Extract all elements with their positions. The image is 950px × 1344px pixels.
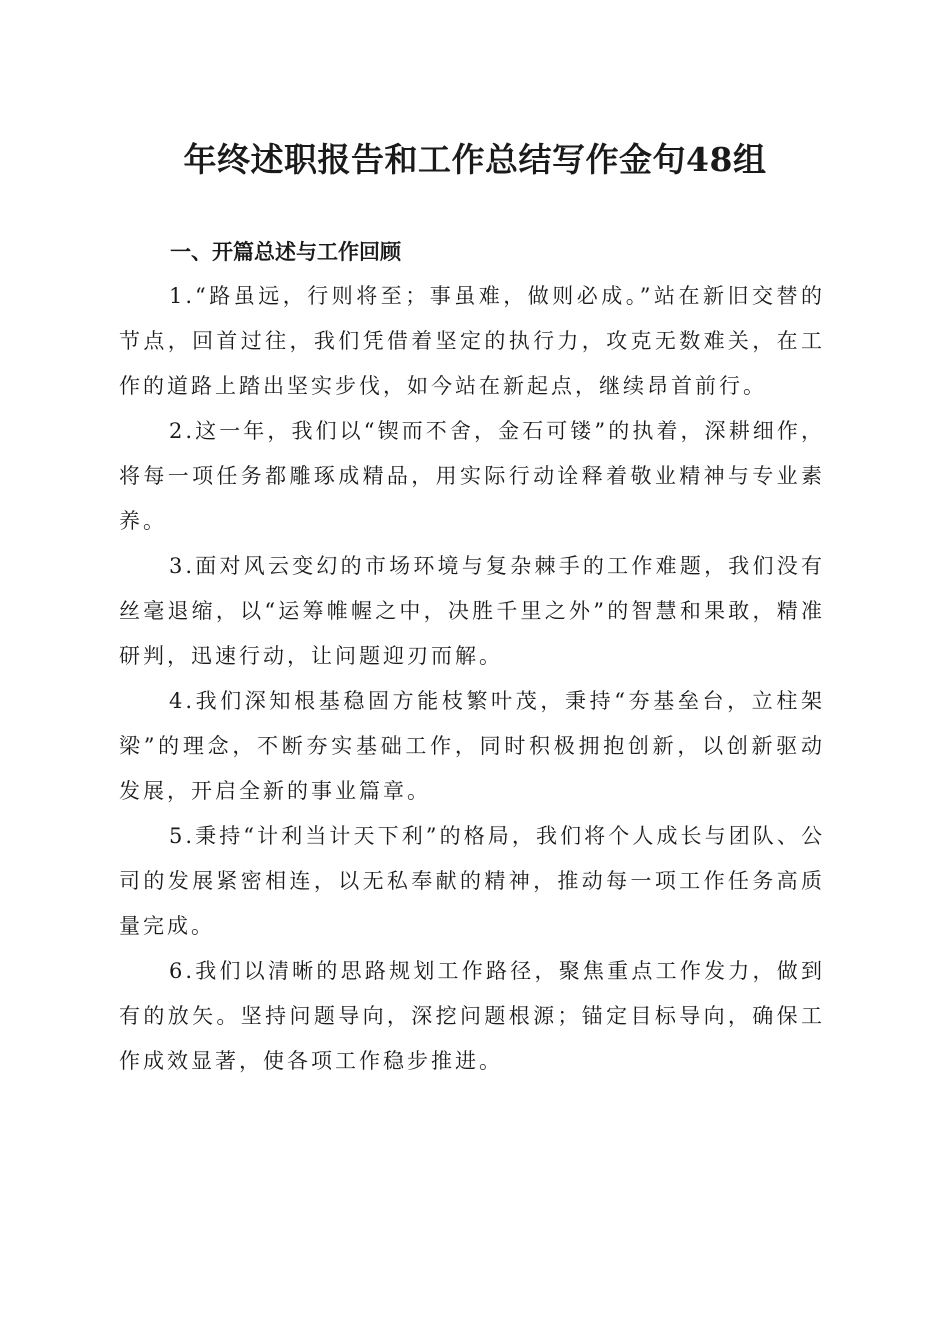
paragraph-1: 1.“路虽远，行则将至；事虽难，做则必成。”站在新旧交替的节点，回首过往，我们凭借着坚定的执行力，攻克无数难关，在工作的道路上踏出坚实步伐，如今站在新起点，继续昂首前行。 (119, 284, 825, 398)
paragraph-6: 6.我们以清晰的思路规划工作路径，聚焦重点工作发力，做到有的放矢。坚持问题导向，深挖问题根源；锚定目标导向，确保工作成效显著，使各项工作稳步推进。 (119, 959, 825, 1073)
paragraph-4: 4.我们深知根基稳固方能枝繁叶茂，秉持“夯基垒台，立柱架梁”的理念，不断夯实基础工作，同时积极拥抱创新，以创新驱动发展，开启全新的事业篇章。 (119, 689, 825, 803)
document-body (119, 274, 825, 1084)
paragraph-5: 5.秉持“计利当计天下利”的格局，我们将个人成长与团队、公司的发展紧密相连，以无私奉献的精神，推动每一项工作任务高质量完成。 (119, 824, 825, 938)
document-title: 年终述职报告和工作总结写作金句48组 (183, 140, 767, 179)
paragraph-3: 3.面对风云变幻的市场环境与复杂棘手的工作难题，我们没有丝毫退缩，以“运筹帷幄之中，决胜千里之外”的智慧和果敢，精准研判，迅速行动，让问题迎刃而解。 (119, 554, 825, 668)
section-heading: 一、开篇总述与工作回顾 (170, 240, 401, 264)
paragraph-2: 2.这一年，我们以“锲而不舍，金石可镂”的执着，深耕细作，将每一项任务都雕琢成精品，用实际行动诠释着敬业精神与专业素养。 (119, 419, 825, 533)
